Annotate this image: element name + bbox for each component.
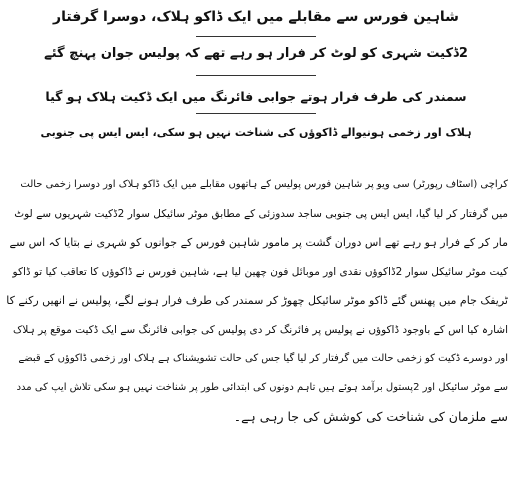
body-line: اشارہ کیا اس کے باوجود ڈاکوؤں نے پولیس پر فائرنگ کر دی پولیس کی جوابی فائرنگ سے ایک ڈکیت موقع پر ہلاک bbox=[12, 324, 508, 336]
headline-divider-3 bbox=[196, 113, 316, 114]
headline-1: شاہین فورس سے مقابلے میں ایک ڈاکو ہلاک، دوسرا گرفتار bbox=[53, 9, 459, 25]
body-line: مار کر کے فرار ہو رہے تھے اس دوران گشت پر مامور شاہین فورس کے جوانوں کو شہری نے بتایا کہ اس سے bbox=[9, 236, 508, 249]
headline-3: سمندر کی طرف فرار ہوتے جوابی فائرنگ میں ایک ڈکیت ہلاک ہو گیا bbox=[45, 89, 467, 104]
body-line: اور دوسرے ڈکیت کو زخمی حالت میں گرفتار کر لیا گیا جس کی حالت تشویشناک ہے ہلاک اور زخمی ڈاکوؤں کے قبضے bbox=[18, 353, 508, 364]
body-line: ٹریفک جام میں پھنس گئے ڈاکو موٹر سائیکل چھوڑ کر سمندر کی طرف فرار ہونے لگے، پولیس نے انھیں رکنے کا bbox=[6, 294, 508, 307]
body-line: کیت موٹر سائیکل سوار 2ڈاکوؤں نقدی اور موبائل فون چھین لیا ہے، شاہین فورس نے ڈاکوؤں کا تعاقب کیا تو ڈاکو bbox=[12, 266, 508, 278]
headline-4: ہلاک اور زخمی ہونیوالے ڈاکوؤں کی شناخت نہیں ہو سکی، ایس ایس پی جنوبی bbox=[40, 126, 472, 139]
body-line: سے موٹر سائیکل اور 2پستول برآمد ہوئے ہیں تاہم دونوں کی ابتدائی طور پر شناخت نہیں ہو سکی تلاش ایپ کی مدد bbox=[16, 382, 508, 393]
body-line: کراچی (اسٹاف رپورٹر) سی ویو پر شاہین فورس پولیس کے ہاتھوں مقابلے میں ایک ڈاکو ہلاک اور دوسرا زخمی حالت bbox=[20, 179, 508, 190]
headline-block bbox=[0, 0, 512, 163]
headline-divider-2 bbox=[196, 75, 316, 76]
body-line: میں گرفتار کر لیا گیا، ایس ایس پی جنوبی ساجد سدوزئی کے مطابق موٹر سائیکل سوار 2ڈکیت شہریوں سے لوٹ bbox=[14, 208, 508, 220]
body-line: سے ملزمان کی شناخت کی کوشش کی جا رہی ہے۔ bbox=[233, 409, 508, 424]
headline-2: 2ڈکیت شہری کو لوٹ کر فرار ہو رہے تھے کہ پولیس جوان پہنچ گئے bbox=[44, 46, 468, 61]
